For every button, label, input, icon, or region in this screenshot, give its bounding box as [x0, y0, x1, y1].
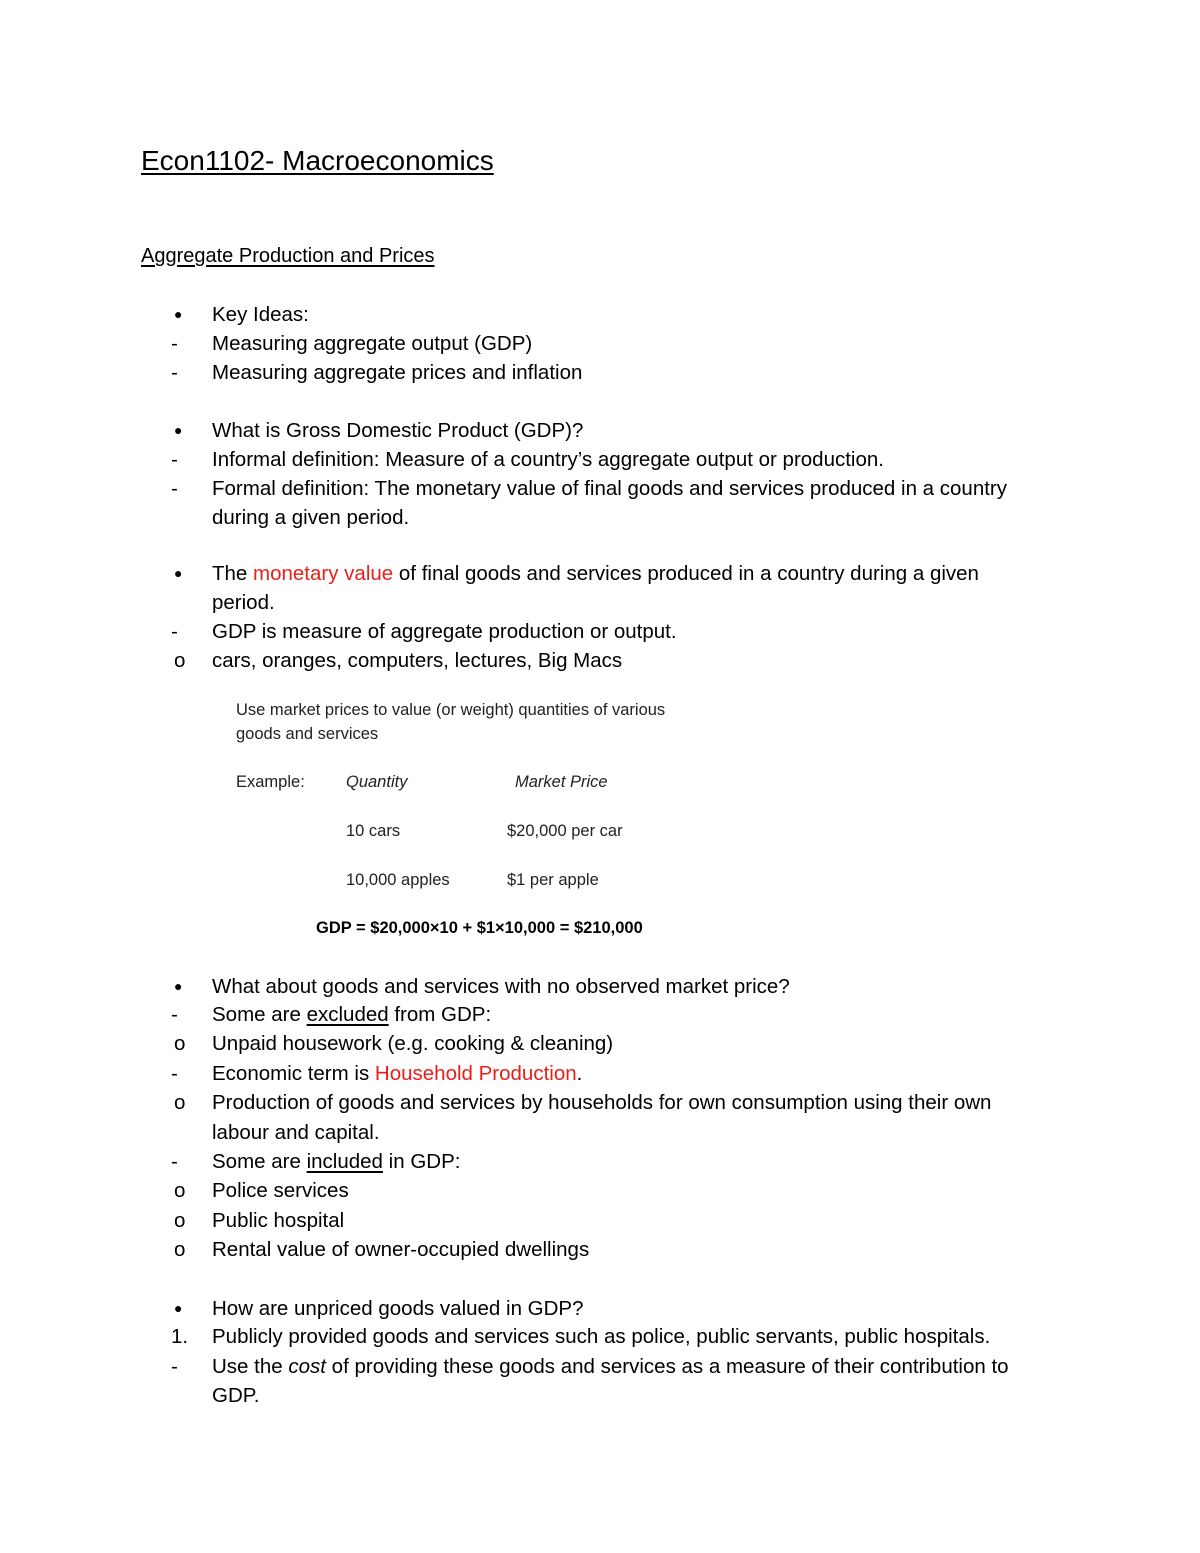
table-cell: 10 cars [346, 822, 401, 840]
dash-icon: - [171, 620, 178, 643]
bullet-icon: ● [174, 1300, 183, 1316]
table-cell: $20,000 per car [507, 822, 623, 840]
document-page: Econ1102- Macroeconomics Aggregate Production and Prices ● Key Ideas: - Measuring aggregate output (GDP) - Measuring aggregate prices and inflation ● What is Gross Domestic Product (GDP)? - Informal definition: Measure of a country’s aggregate output or production. - Formal definition: The monetary value of final goods and services produced in a country during a given period. ● The monetary value of final goods and services produced in a country during a given period. - GDP is measure of aggregate production or output. o cars, oranges, computers, lectures, Big Macs Use market prices to value (or weight) quantities of various goods and services Example: Quantity Market Price 10 cars $20,000 per car 10,000 apples $1 per apple GDP = $20,000×10 + $1×10,000 = $210,000 ● What about goods and services with no observed market price? - Some are excluded from GDP: o Unpaid housework (e.g. cooking & cleaning) - Economic term is Household Production. o Production of goods and services by households for own consumption using their own labour and capital. - Some are included in GDP: o Police services o Public hospital o Rental value of owner-occupied dwellings ● How are unpriced goods valued in GDP? 1. Publicly provided goods and services such as police, public servants, public hospitals. - Use the cost of providing these goods and services as a measure of their contribution to GDP. [141, 145, 1009, 1407]
dash-icon: - [171, 361, 178, 384]
underlined-word: excluded [306, 1003, 389, 1026]
example-label: Example: [236, 773, 305, 791]
dash-icon: - [171, 332, 178, 355]
italic-word: cost [288, 1355, 326, 1378]
bullet-icon: ● [174, 306, 183, 322]
dash-icon: - [171, 1062, 178, 1085]
dash-icon: - [171, 477, 178, 500]
circle-bullet-icon: o [174, 649, 186, 672]
dash-icon: - [171, 1355, 178, 1378]
dash-icon: - [171, 448, 178, 471]
circle-bullet-icon: o [174, 1032, 186, 1055]
bullet-icon: ● [174, 565, 183, 581]
example-intro: goods and services [236, 725, 379, 743]
table-cell: 10,000 apples [346, 871, 450, 889]
column-header-quantity: Quantity [346, 773, 408, 791]
section-heading: Aggregate Production and Prices [141, 245, 435, 267]
circle-bullet-icon: o [174, 1238, 186, 1261]
dash-icon: - [171, 1003, 178, 1026]
highlight-text: monetary value [253, 562, 394, 585]
bullet-icon: ● [174, 422, 183, 438]
gdp-formula: GDP = $20,000×10 + $1×10,000 = $210,000 [316, 919, 643, 937]
circle-bullet-icon: o [174, 1091, 186, 1114]
table-cell: $1 per apple [507, 871, 599, 889]
dash-icon: - [171, 1150, 178, 1173]
document-title: Econ1102- Macroeconomics [141, 145, 494, 176]
circle-bullet-icon: o [174, 1209, 186, 1232]
example-intro: Use market prices to value (or weight) quantities of various [236, 701, 666, 719]
number-marker: 1. [171, 1325, 189, 1348]
bullet-icon: ● [174, 978, 183, 994]
column-header-price: Market Price [515, 773, 608, 791]
underlined-word: included [306, 1150, 383, 1173]
highlight-text: Household Production [374, 1062, 577, 1085]
circle-bullet-icon: o [174, 1179, 186, 1202]
